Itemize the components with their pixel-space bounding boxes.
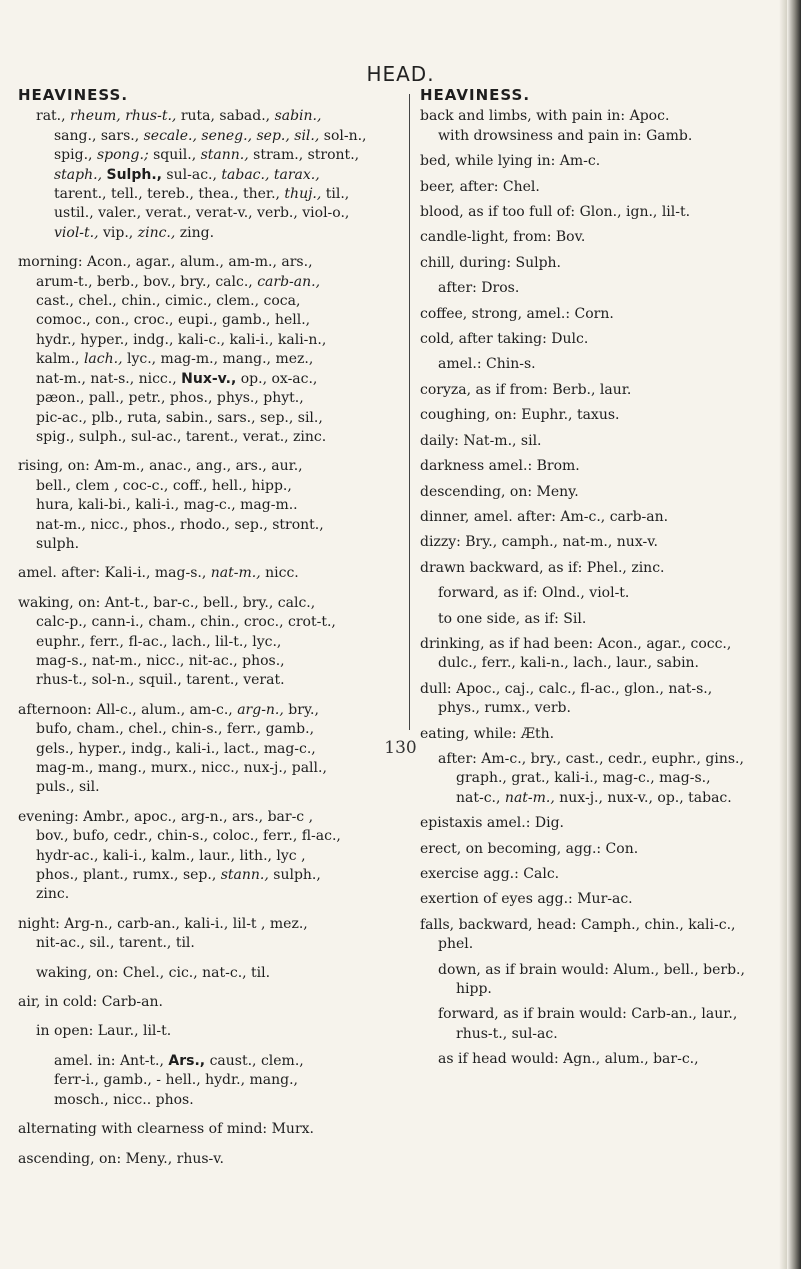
right-entry-line: descending, on: Meny. xyxy=(420,483,579,500)
right-entry xyxy=(420,305,792,324)
right-entry-line: forward, as if: Olnd., viol-t. xyxy=(438,585,630,602)
left-entries xyxy=(18,107,406,1169)
left-entry-line: staph., Sulph., sul-ac., tabac., tarax., xyxy=(54,166,320,183)
left-entry xyxy=(18,808,406,905)
right-entry xyxy=(420,814,792,833)
left-entry xyxy=(18,964,406,983)
right-entry-line: daily: Nat-m., sil. xyxy=(420,432,542,449)
left-entry-line: morning: Acon., agar., alum., am-m., ars., xyxy=(18,254,313,271)
left-entry-line: gels., hyper., indg., kali-i., lact., mag-c., xyxy=(36,740,316,757)
right-column xyxy=(420,86,792,1076)
right-entry-line: epistaxis amel.: Dig. xyxy=(420,815,565,832)
left-entry xyxy=(18,993,406,1012)
right-entry xyxy=(420,961,792,1000)
right-entry-line: bed, while lying in: Am-c. xyxy=(420,153,601,170)
page-number: 130 xyxy=(384,738,417,758)
right-entry-line: beer, after: Chel. xyxy=(420,178,540,195)
right-entry-line: blood, as if too full of: Glon., ign., lil-t. xyxy=(420,204,691,221)
right-entry-line: chill, during: Sulph. xyxy=(420,254,561,271)
right-entry-line: exercise agg.: Calc. xyxy=(420,866,560,882)
left-entry xyxy=(18,253,406,447)
right-entry xyxy=(420,1050,792,1069)
right-entry-line: to one side, as if: Sil. xyxy=(438,610,587,627)
left-entry-line: ustil., valer., verat., verat-v., verb., viol-o., xyxy=(54,205,350,222)
left-entry-line: pæon., pall., petr., phos., phys., phyt., xyxy=(36,390,304,407)
right-entry-line: as if head would: Agn., alum., bar-c., xyxy=(438,1051,699,1068)
right-entry-line: hipp. xyxy=(456,981,492,998)
left-entry-line: calc-p., cann-i., cham., chin., croc., crot-t., xyxy=(36,614,336,631)
right-entries xyxy=(420,107,792,1069)
left-entry-line: nat-m., nicc., phos., rhodo., sep., stront., xyxy=(36,516,324,533)
left-entry-line: ascending, on: Meny., rhus-v. xyxy=(18,1150,224,1167)
left-entry-line: afternoon: All-c., alum., am-c., arg-n., bry., xyxy=(18,701,319,718)
right-entry-line: graph., grat., kali-i., mag-c., mag-s., xyxy=(456,770,711,787)
right-entry-line: forward, as if brain would: Carb-an., laur., xyxy=(438,1006,738,1023)
right-entry xyxy=(420,279,792,298)
left-entry-line: nit-ac., sil., tarent., til. xyxy=(36,935,195,952)
right-entry xyxy=(420,916,792,955)
left-entry xyxy=(18,564,406,583)
left-entry-line: arum-t., berb., bov., bry., calc., carb-an., xyxy=(36,273,321,290)
right-entry-line: dizzy: Bry., camph., nat-m., nux-v. xyxy=(420,534,658,551)
left-entry-line: bell., clem , coc-c., coff., hell., hipp., xyxy=(36,477,292,494)
right-entry-line: coryza, as if from: Berb., laur. xyxy=(420,381,632,398)
left-entry-line: waking, on: Chel., cic., nat-c., til. xyxy=(36,964,271,981)
right-column-heading: HEAVINESS. xyxy=(420,86,531,104)
left-entry-line: sang., sars., secale., seneg., sep., sil., sol-n., xyxy=(54,127,367,144)
right-entry xyxy=(420,610,792,629)
right-entry-line: coffee, strong, amel.: Corn. xyxy=(420,305,614,322)
right-entry xyxy=(420,635,792,674)
left-entry xyxy=(18,1150,406,1169)
right-entry xyxy=(420,890,792,909)
right-entry-line: eating, while: Æth. xyxy=(420,725,555,742)
right-entry-line: cold, after taking: Dulc. xyxy=(420,331,589,348)
left-entry-line: night: Arg-n., carb-an., kali-i., lil-t , mez., xyxy=(18,915,308,932)
left-entry-line: evening: Ambr., apoc., arg-n., ars., bar-c , xyxy=(18,808,314,825)
right-entry xyxy=(420,432,792,451)
right-entry xyxy=(420,406,792,425)
right-entry xyxy=(420,584,792,603)
right-entry xyxy=(420,559,792,578)
left-entry xyxy=(18,1120,406,1139)
left-entry-line: tarent., tell., tereb., thea., ther., thuj., til., xyxy=(54,186,350,203)
left-entry-line: spig., spong.; squil., stann., stram., stront., xyxy=(54,147,360,164)
left-entry-line: phos., plant., rumx., sep., stann., sulph., xyxy=(36,867,321,884)
left-entry-line: kalm., lach., lyc., mag-m., mang., mez., xyxy=(36,351,314,368)
right-entry-line: erect, on becoming, agg.: Con. xyxy=(420,840,639,857)
right-entry xyxy=(420,254,792,273)
left-entry xyxy=(18,457,406,554)
right-entry-line: rhus-t., sul-ac. xyxy=(456,1025,558,1042)
right-entry-line: exertion of eyes agg.: Mur-ac. xyxy=(420,891,633,908)
left-entry-line: euphr., ferr., fl-ac., lach., lil-t., lyc., xyxy=(36,633,282,650)
right-entry xyxy=(420,355,792,374)
left-entry-line: amel. in: Ant-t., Ars., caust., clem., xyxy=(54,1052,304,1069)
right-entry xyxy=(420,865,792,884)
left-entry xyxy=(18,915,406,954)
right-entry xyxy=(420,178,792,197)
right-entry xyxy=(420,483,792,502)
right-entry xyxy=(420,107,792,146)
left-entry-line: hydr., hyper., indg., kali-c., kali-i., kali-n., xyxy=(36,331,327,348)
left-entry-line: mag-m., mang., murx., nicc., nux-j., pall., xyxy=(36,760,327,776)
left-entry-line: viol-t., vip., zinc., zing. xyxy=(54,224,215,241)
right-entry xyxy=(420,840,792,859)
left-entry-line: amel. after: Kali-i., mag-s., nat-m., nicc. xyxy=(18,565,299,582)
left-entry-line: ferr-i., gamb., - hell., hydr., mang., xyxy=(54,1072,298,1089)
right-entry xyxy=(420,152,792,171)
left-entry-line: air, in cold: Carb-an. xyxy=(18,994,163,1011)
right-entry-line: dull: Apoc., caj., calc., fl-ac., glon., nat-s., xyxy=(420,680,713,697)
right-entry xyxy=(420,381,792,400)
left-entry-line: alternating with clearness of mind: Murx. xyxy=(18,1121,314,1138)
right-entry-line: phel. xyxy=(438,936,474,953)
left-entry-line: bufo, cham., chel., chin-s., ferr., gamb., xyxy=(36,721,315,738)
right-entry-line: phys., rumx., verb. xyxy=(438,700,571,717)
page-edge-shadow xyxy=(779,0,787,1269)
left-entry-line: rhus-t., sol-n., squil., tarent., verat. xyxy=(36,672,285,689)
right-entry-line: back and limbs, with pain in: Apoc. xyxy=(420,108,670,125)
left-entry xyxy=(18,1052,406,1110)
left-entry-line: puls., sil. xyxy=(36,779,100,796)
left-entry-line: comoc., con., croc., eupi., gamb., hell., xyxy=(36,312,311,329)
right-entry-line: dulc., ferr., kali-n., lach., laur., sabin. xyxy=(438,655,700,672)
left-entry-line: pic-ac., plb., ruta, sabin., sars., sep., sil., xyxy=(36,409,323,426)
right-entry-line: amel.: Chin-s. xyxy=(438,356,536,373)
left-entry-line: mosch., nicc.. phos. xyxy=(54,1091,194,1108)
right-entry-line: drawn backward, as if: Phel., zinc. xyxy=(420,559,665,576)
right-entry-line: darkness amel.: Brom. xyxy=(420,458,580,475)
right-entry xyxy=(420,457,792,476)
page-edge xyxy=(787,0,801,1269)
left-entry-line: in open: Laur., lil-t. xyxy=(36,1023,172,1040)
left-entry-line: hydr-ac., kali-i., kalm., laur., lith., lyc , xyxy=(36,847,306,864)
right-entry-line: falls, backward, head: Camph., chin., kali-c., xyxy=(420,916,736,933)
right-entry-line: with drowsiness and pain in: Gamb. xyxy=(438,127,693,144)
right-entry-line: down, as if brain would: Alum., bell., berb., xyxy=(438,961,745,978)
right-entry-line: after: Dros. xyxy=(438,280,520,297)
left-entry-line: rising, on: Am-m., anac., ang., ars., aur., xyxy=(18,458,303,475)
left-entry-line: spig., sulph., sul-ac., tarent., verat., zinc. xyxy=(36,428,327,445)
left-entry-line: nat-m., nat-s., nicc., Nux-v., op., ox-ac., xyxy=(36,370,318,387)
right-entry-line: dinner, amel. after: Am-c., carb-an. xyxy=(420,508,669,525)
right-entry xyxy=(420,203,792,222)
left-entry-line: hura, kali-bi., kali-i., mag-c., mag-m.. xyxy=(36,497,298,514)
right-entry-line: nat-c., nat-m., nux-j., nux-v., op., tabac. xyxy=(456,789,732,806)
left-entry-line: mag-s., nat-m., nicc., nit-ac., phos., xyxy=(36,652,285,669)
left-column xyxy=(18,86,406,1179)
left-entry-line: bov., bufo, cedr., chin-s., coloc., ferr., fl-ac., xyxy=(36,828,341,845)
right-entry xyxy=(420,750,792,808)
right-entry xyxy=(420,680,792,719)
left-entry xyxy=(18,107,406,243)
left-entry-line: sulph. xyxy=(36,535,80,552)
right-entry xyxy=(420,228,792,247)
left-entry-line: cast., chel., chin., cimic., clem., coca, xyxy=(36,293,301,310)
right-entry xyxy=(420,1005,792,1044)
right-entry-line: drinking, as if had been: Acon., agar., cocc., xyxy=(420,635,732,652)
page-header: HEAD. xyxy=(366,62,435,86)
right-entry-line: candle-light, from: Bov. xyxy=(420,229,586,246)
right-entry xyxy=(420,533,792,552)
left-column-heading: HEAVINESS. xyxy=(18,86,129,104)
left-entry xyxy=(18,1022,406,1041)
right-entry-line: coughing, on: Euphr., taxus. xyxy=(420,407,620,424)
left-entry-line: zinc. xyxy=(36,886,70,903)
right-entry xyxy=(420,330,792,349)
right-entry xyxy=(420,508,792,527)
left-entry-line: waking, on: Ant-t., bar-c., bell., bry., calc., xyxy=(18,594,316,611)
right-entry-line: after: Am-c., bry., cast., cedr., euphr., gins., xyxy=(438,750,744,767)
left-entry xyxy=(18,594,406,691)
column-divider xyxy=(409,94,410,730)
left-entry-line: rat., rheum, rhus-t., ruta, sabad., sabin., xyxy=(36,108,322,125)
